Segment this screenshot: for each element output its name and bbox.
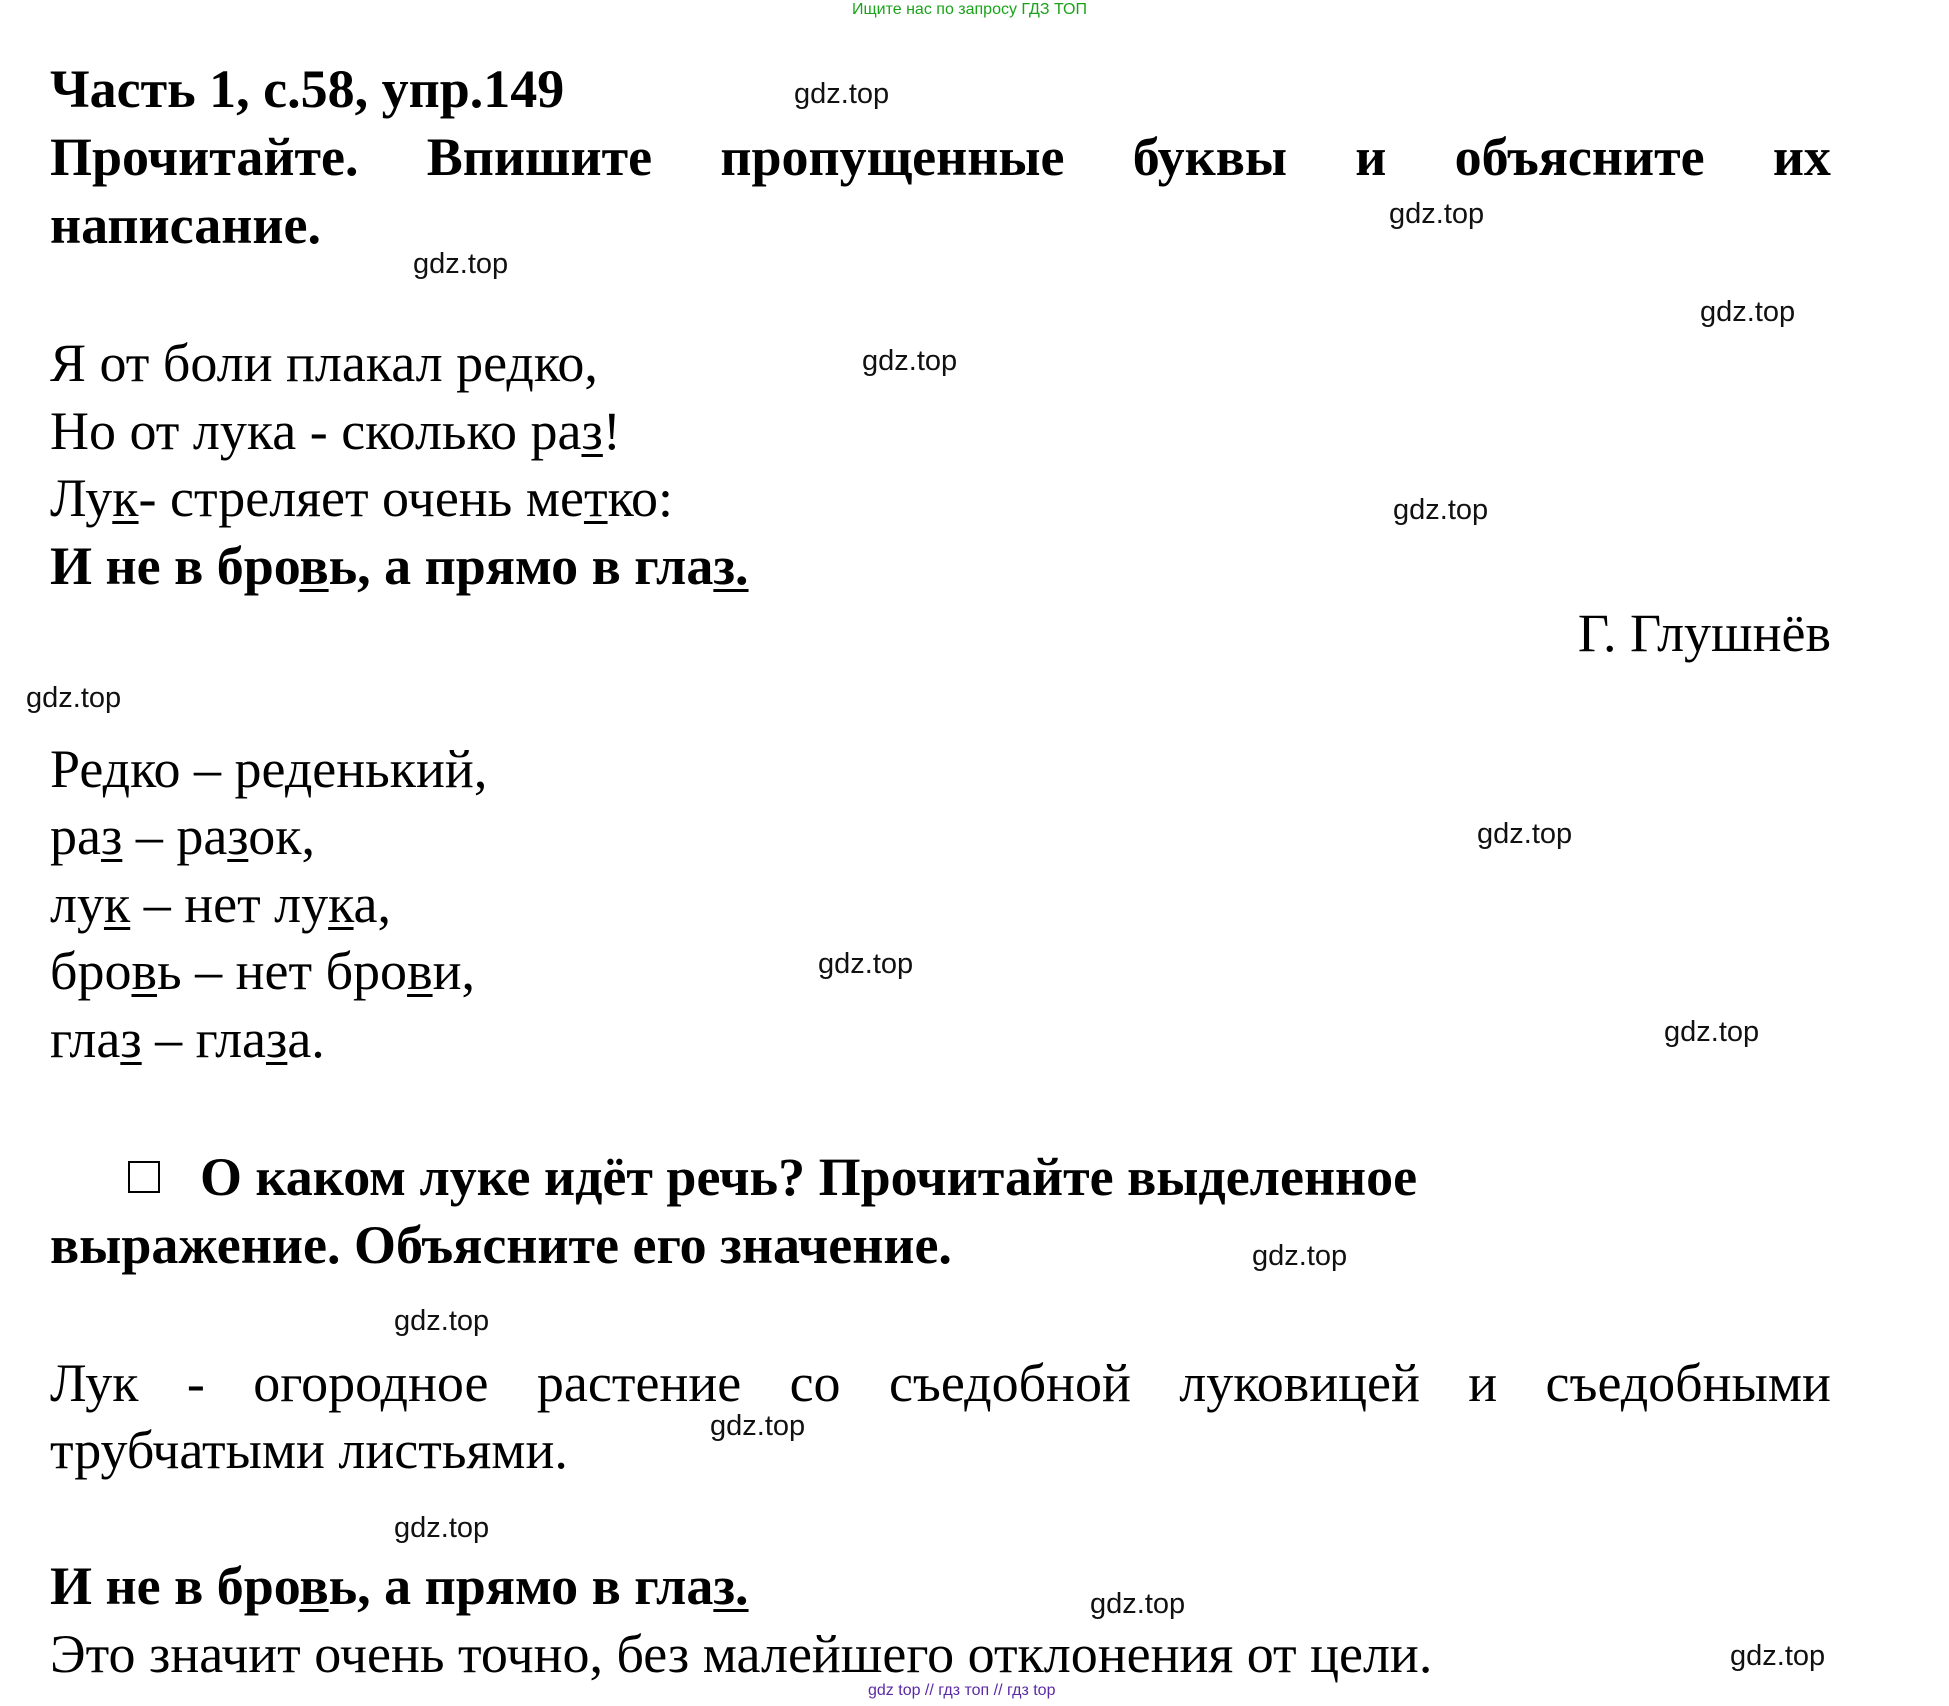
task-word: буквы [1132, 127, 1288, 187]
checkbox-icon [128, 1161, 160, 1193]
answer-line-3: лук – нет лука, [50, 874, 392, 934]
task-word: и [1355, 127, 1387, 187]
poem-line-2: Но от лука - сколько раз! [50, 401, 621, 461]
watermark: gdz.top [1393, 494, 1489, 526]
definition-word: съедобной [888, 1353, 1131, 1413]
watermark: gdz.top [1477, 818, 1573, 850]
watermark: gdz.top [1389, 198, 1485, 230]
watermark: gdz.top [1090, 1588, 1186, 1620]
poem-author: Г. Глушнёв [1577, 603, 1831, 663]
top-search-note: Ищите нас по запросу ГДЗ ТОП [852, 1, 1087, 18]
answer-line-2: раз – разок, [50, 806, 316, 866]
definition-line-1 [50, 1352, 1831, 1414]
question-line-1: О каком луке идёт речь? Прочитайте выделенное [128, 1146, 1417, 1208]
definition-word: луковицей [1179, 1353, 1420, 1413]
answer-line-5: глаз – глаза. [50, 1009, 325, 1069]
definition-word: растение [536, 1353, 742, 1413]
expression-meaning: Это значит очень точно, без малейшего отклонения от цели. [50, 1624, 1433, 1684]
watermark: gdz.top [394, 1305, 490, 1337]
watermark: gdz.top [794, 78, 890, 110]
task-word: их [1772, 127, 1831, 187]
watermark: gdz.top [710, 1410, 806, 1442]
question-line-2: выражение. Объясните его значение. [50, 1215, 952, 1275]
poem-line-4: И не в бровь, а прямо в глаз. [50, 536, 749, 596]
watermark: gdz.top [1730, 1640, 1826, 1672]
definition-word: - [186, 1353, 205, 1413]
definition-word: со [789, 1353, 841, 1413]
watermark: gdz.top [413, 248, 509, 280]
watermark: gdz.top [1664, 1016, 1760, 1048]
definition-word: и [1468, 1353, 1498, 1413]
answer-line-4: бровь – нет брови, [50, 941, 475, 1001]
definition-word: съедобными [1545, 1353, 1831, 1413]
watermark: gdz.top [1700, 296, 1796, 328]
task-word: Прочитайте. [50, 127, 359, 187]
definition-word: огородное [253, 1353, 489, 1413]
watermark: gdz.top [26, 682, 122, 714]
exercise-title: Часть 1, с.58, упр.149 [50, 59, 565, 119]
answer-line-1: Редко – реденький, [50, 739, 488, 799]
poem-line-3: Лук- стреляет очень метко: [50, 468, 674, 528]
definition-line-2: трубчатыми листьями. [50, 1420, 568, 1480]
watermark: gdz.top [818, 948, 914, 980]
task-line-1 [50, 126, 1831, 188]
task-line-2: написание. [50, 195, 321, 255]
task-word: Впишите [426, 127, 653, 187]
task-word: пропущенные [720, 127, 1065, 187]
watermark: gdz.top [1252, 1240, 1348, 1272]
bottom-footer-note: gdz top // гдз топ // гдз top [868, 1682, 1056, 1699]
task-word: объясните [1454, 127, 1705, 187]
definition-word: Лук [50, 1353, 139, 1413]
watermark: gdz.top [394, 1512, 490, 1544]
poem-line-1: Я от боли плакал редко, [50, 333, 598, 393]
expression-line: И не в бровь, а прямо в глаз. [50, 1556, 749, 1616]
watermark: gdz.top [862, 345, 958, 377]
